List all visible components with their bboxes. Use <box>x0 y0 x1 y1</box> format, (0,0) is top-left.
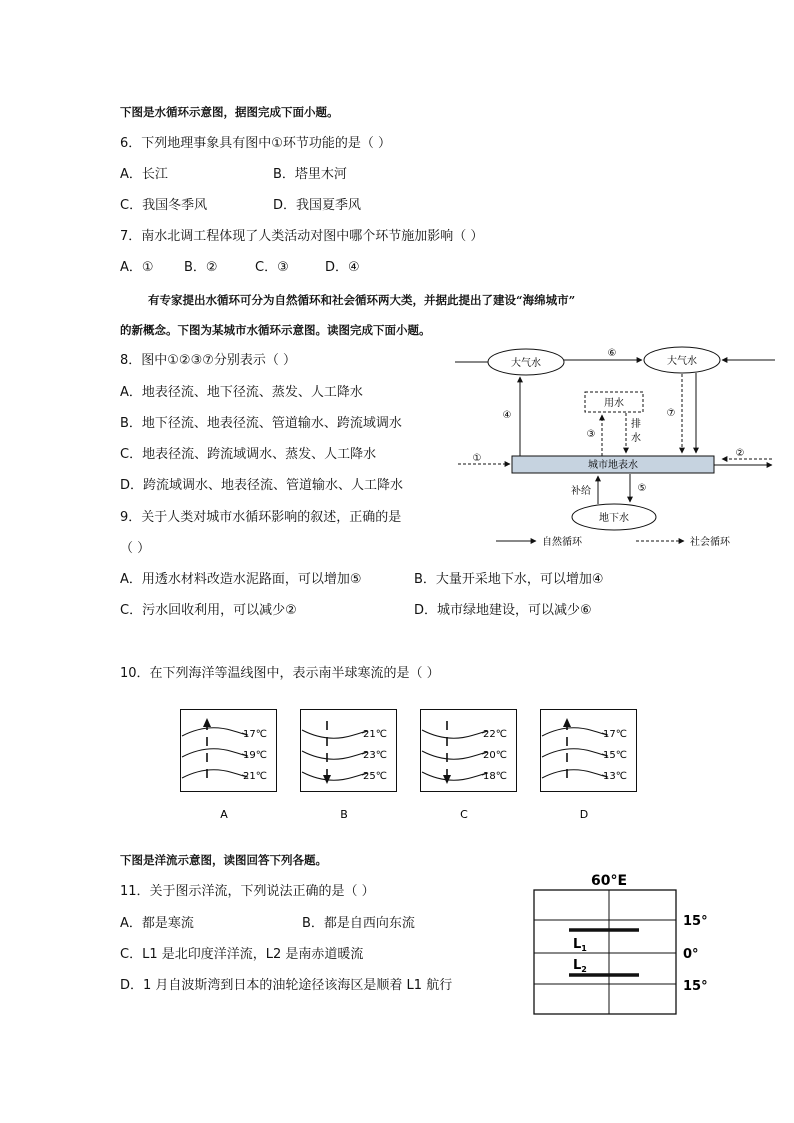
question-11-option-c: C．L1 是北印度洋洋流，L2 是南赤道暖流 <box>120 947 364 962</box>
isotherm-panel-d <box>540 709 640 824</box>
isotherm-panel-c <box>420 709 520 824</box>
legend-social-label: 社会循环 <box>690 537 730 548</box>
current-l2-label: $L_2$ <box>573 958 587 974</box>
ocean-current-map <box>525 866 725 1018</box>
ground-water-label: 地下水 <box>599 513 629 524</box>
isotherm-panel-label: A <box>220 808 228 821</box>
question-11-stem: 11．关于图示洋流，下列说法正确的是（ ） <box>120 884 375 899</box>
atmosphere-label-left: 大气水 <box>511 358 541 369</box>
question-8-option-c: C．地表径流、跨流域调水、蒸发、人工降水 <box>120 447 377 462</box>
question-7-stem: 7．南水北调工程体现了人类活动对图中哪个环节施加影响（ ） <box>120 229 484 244</box>
isotherm-temp-label: 17℃ <box>603 729 627 740</box>
latitude-label-15s: 15° <box>683 979 708 994</box>
isotherm-panel-label: C <box>460 808 468 821</box>
isotherm-temp-label: 20℃ <box>483 750 507 761</box>
drain-label: 排 <box>631 419 641 430</box>
isotherm-temp-label: 17℃ <box>243 729 267 740</box>
longitude-label: 60°E <box>590 873 628 889</box>
question-6-stem: 6．下列地理事象具有图中①环节功能的是（ ） <box>120 136 392 151</box>
intro-text-3: 下图是洋流示意图，读图回答下列各题。 <box>120 853 327 867</box>
isotherm-temp-label: 19℃ <box>243 750 267 761</box>
isotherm-panel-a <box>180 709 280 824</box>
flow-label-7: ⑦ <box>666 408 676 419</box>
question-6-option-a: A．长江 <box>120 167 168 182</box>
question-7-option-b: B．② <box>184 260 218 275</box>
question-6-option-c: C．我国冬季风 <box>120 198 208 213</box>
question-10-stem: 10．在下列海洋等温线图中，表示南半球寒流的是（ ） <box>120 666 440 681</box>
question-7-option-d: D．④ <box>325 260 360 275</box>
question-11-option-d: D．1 月自波斯湾到日本的油轮途径该海区是顺着 L1 航行 <box>120 978 453 993</box>
flow-label-4: ④ <box>502 410 512 421</box>
isotherm-temp-label: 23℃ <box>363 750 387 761</box>
flow-label-2: ② <box>735 448 745 459</box>
atmosphere-label-right: 大气水 <box>667 356 697 367</box>
isotherm-temp-label: 21℃ <box>243 771 267 782</box>
isotherm-panel-b <box>300 709 400 824</box>
question-11-option-a: A．都是寒流 <box>120 916 194 931</box>
city-water-cycle-diagram <box>450 340 780 555</box>
question-8-stem: 8．图中①②③⑦分别表示（ ） <box>120 353 297 368</box>
isotherm-panels <box>180 709 627 824</box>
latitude-label-15n: 15° <box>683 914 708 929</box>
intro-text-2-line-1: 有专家提出水循环可分为自然循环和社会循环两大类，并据此提出了建设“海绵城市” <box>148 293 576 307</box>
flow-label-5: ⑤ <box>637 483 647 494</box>
recharge-label: 补给 <box>571 486 591 497</box>
isotherm-temp-label: 18℃ <box>483 771 507 782</box>
intro-text-1: 下图是水循环示意图，据图完成下面小题。 <box>120 105 339 119</box>
question-9-option-a: A．用透水材料改造水泥路面，可以增加⑤ <box>120 572 362 587</box>
isotherm-temp-label: 22℃ <box>483 729 507 740</box>
city-surface-water-label: 城市地表水 <box>588 460 638 471</box>
question-7-option-c: C．③ <box>255 260 289 275</box>
isotherm-temp-label: 13℃ <box>603 771 627 782</box>
use-water-label: 用水 <box>604 398 624 409</box>
intro-text-2-line-2: 的新概念。下图为某城市水循环示意图。读图完成下面小题。 <box>120 323 431 337</box>
question-8-option-b: B．地下径流、地表径流、管道输水、跨流域调水 <box>120 416 402 431</box>
map-frame <box>534 890 676 1014</box>
isotherm-panel-label: B <box>340 808 348 821</box>
flow-label-3: ③ <box>586 429 596 440</box>
current-l1-label: $L_1$ <box>573 937 587 953</box>
question-9-option-d: D．城市绿地建设，可以减少⑥ <box>414 603 592 618</box>
question-8-option-a: A．地表径流、地下径流、蒸发、人工降水 <box>120 385 363 400</box>
isotherm-temp-label: 15℃ <box>603 750 627 761</box>
legend-natural-label: 自然循环 <box>542 537 582 548</box>
question-9-stem: 9．关于人类对城市水循环影响的叙述，正确的是 <box>120 510 402 525</box>
question-9-stem-bracket: （ ） <box>120 541 151 556</box>
question-8-option-d: D．跨流域调水、地表径流、管道输水、人工降水 <box>120 478 404 493</box>
flow-label-6: ⑥ <box>607 348 617 359</box>
question-6-option-b: B．塔里木河 <box>273 167 347 182</box>
question-9-option-c: C．污水回收利用，可以减少② <box>120 603 297 618</box>
question-6-option-d: D．我国夏季风 <box>273 198 362 213</box>
isotherm-temp-label: 25℃ <box>363 771 387 782</box>
latitude-label-0: 0° <box>683 947 699 962</box>
isotherm-panel-label: D <box>579 808 589 821</box>
isotherm-temp-label: 21℃ <box>363 729 387 740</box>
drain-label-2: 水 <box>631 433 641 444</box>
flow-label-1: ① <box>472 453 482 464</box>
question-7-option-a: A．① <box>120 260 154 275</box>
question-9-option-b: B．大量开采地下水，可以增加④ <box>414 572 604 587</box>
question-11-option-b: B．都是自西向东流 <box>302 916 415 931</box>
